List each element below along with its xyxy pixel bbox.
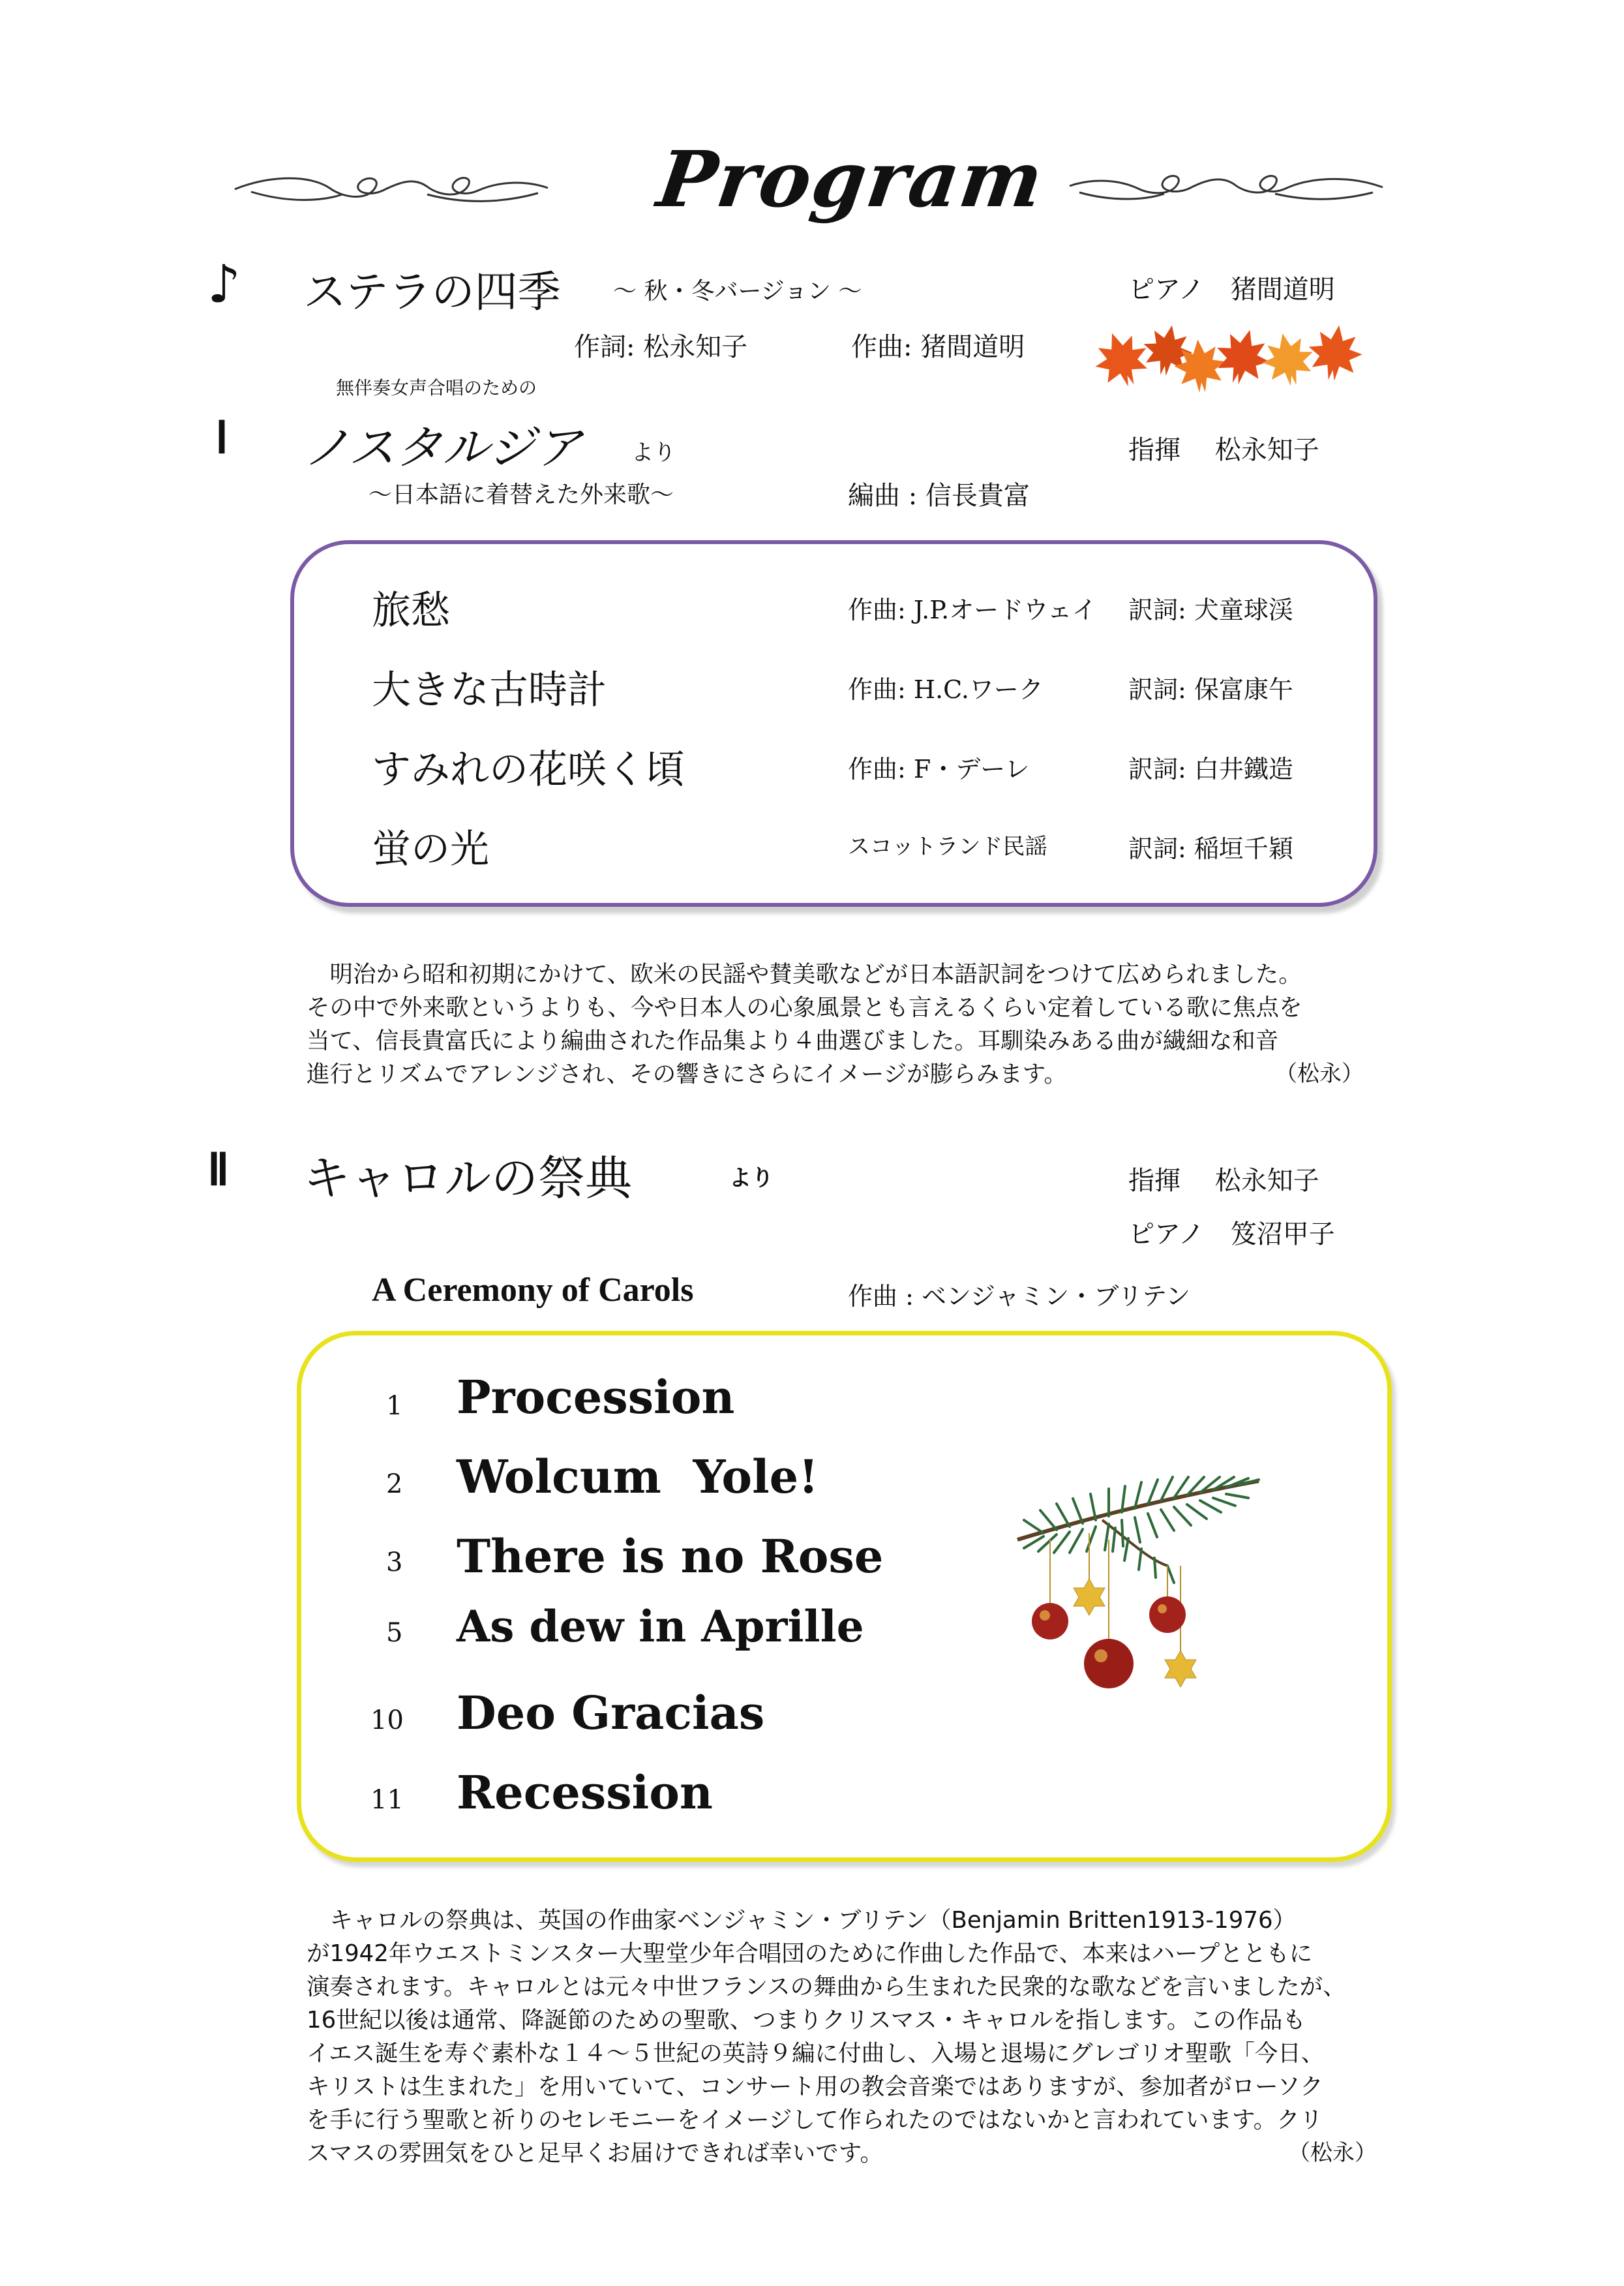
page-title: Program <box>652 134 1050 224</box>
maple-leaf-icon <box>1092 320 1366 398</box>
part1-yori: より <box>631 440 676 466</box>
carol-title: Recession <box>457 1765 713 1820</box>
note-line: キャロルの祭典は、英国の作曲家ベンジャミン・ブリテン（Benjamin Britten1913-1976） <box>307 1907 1297 1934</box>
note-line: イエス誕生を寿ぐ素朴な１４～５世紀の英詩９編に付曲し、入場と退場にグレゴリオ聖歌「今日、 <box>307 2040 1325 2067</box>
note-line: を手に行う聖歌と祈りのセレモニーをイメージして作られたのではないかと言われています。クリ <box>307 2107 1323 2133</box>
note-line: キリストは生まれた」を用いていて、コンサート用の教会音楽ではありますが、参加者がローソク <box>307 2073 1323 2100</box>
part1-conductor: 指揮 松永知子 <box>1128 435 1319 465</box>
note-line: その中で外来歌というよりも、今や日本人の心象風景とも言えるくらい定着している歌に焦点を <box>307 994 1302 1021</box>
song-composer: 作曲: H.C.ワーク <box>848 675 1044 704</box>
carol-number: 5 <box>386 1618 403 1648</box>
note-line: 16世紀以後は通常、降誕節のための聖歌、つまりクリスマス・キャロルを指します。この作品も <box>307 2007 1306 2034</box>
pine-branch-icon <box>1004 1468 1265 1716</box>
opening-piano: ピアノ 猪間道明 <box>1128 275 1335 305</box>
song-composer: 作曲: J.P.オードウェイ <box>848 596 1097 624</box>
song-composer: スコットランド民謡 <box>848 834 1047 860</box>
carol-number: 1 <box>386 1391 403 1421</box>
carol-title: Wolcum Yole! <box>457 1450 819 1504</box>
part1-title: ノスタルジア <box>303 420 582 475</box>
part1-numeral: Ⅰ <box>215 413 229 463</box>
song-lyricist: 訳詞: 保富康午 <box>1128 675 1293 704</box>
carol-title: There is no Rose <box>457 1529 884 1583</box>
carol-title: As dew in Aprille <box>457 1601 864 1652</box>
note-author: （松永） <box>1288 2140 1377 2166</box>
note-line: 進行とリズムでアレンジされ、その響きにさらにイメージが膨らみます。 <box>307 1061 1067 1088</box>
song-title: 旅愁 <box>372 588 450 633</box>
part2-composer: 作曲 : ベンジャミン・ブリテン <box>848 1282 1191 1311</box>
song-title: 蛍の光 <box>372 827 489 872</box>
part2-title: キャロルの祭典 <box>303 1151 633 1206</box>
part2-english-title: A Ceremony of Carols <box>372 1272 694 1309</box>
song-composer: 作曲: F・デーレ <box>848 755 1030 784</box>
carol-number: 11 <box>370 1785 404 1815</box>
note-author: （松永） <box>1275 1061 1364 1087</box>
carol-number: 10 <box>370 1705 404 1735</box>
note-line: 明治から昭和初期にかけて、欧米の民謡や賛美歌などが日本語訳詞をつけて広められました。 <box>307 961 1302 988</box>
right-flourish-icon <box>1066 166 1386 206</box>
carol-title: Procession <box>457 1370 735 1424</box>
part2-conductor: 指揮 松永知子 <box>1128 1166 1319 1196</box>
song-lyricist: 訳詞: 稲垣千穎 <box>1128 834 1293 863</box>
part2-yori: より <box>729 1165 774 1191</box>
song-title: 大きな古時計 <box>372 667 607 713</box>
part2-piano: ピアノ 笈沼甲子 <box>1128 1219 1335 1249</box>
left-flourish-icon <box>232 168 551 207</box>
opening-subtitle: ～ 秋・冬バージョン ～ <box>613 278 862 305</box>
song-lyricist: 訳詞: 犬童球渓 <box>1128 596 1293 624</box>
opening-title: ステラの四季 <box>303 267 561 317</box>
part2-numeral: Ⅱ <box>207 1145 230 1195</box>
carol-number: 2 <box>386 1469 403 1499</box>
note-line: 演奏されます。キャロルとは元々中世フランスの舞曲から生まれた民衆的な歌などを言いましたが、 <box>307 1974 1346 2000</box>
carol-title: Deo Gracias <box>457 1686 765 1740</box>
song-lyricist: 訳詞: 白井鐵造 <box>1128 755 1293 784</box>
opening-music: 作曲: 猪間道明 <box>851 332 1025 362</box>
song-title: すみれの花咲く頃 <box>372 747 685 793</box>
note-line: 当て、信長貴富氏により編曲された作品集より４曲選びました。耳馴染みある曲が繊細な和音 <box>307 1028 1279 1054</box>
note-line: が1942年ウエストミンスター大聖堂少年合唱団のために作曲した作品で、本来はハープとともに <box>307 1940 1313 1967</box>
note-line: スマスの雰囲気をひと足早くお届けできれば幸いです。 <box>307 2140 883 2167</box>
music-note-icon: ♪ <box>207 253 241 314</box>
opening-lyrics: 作詞: 松永知子 <box>574 332 748 362</box>
part1-arranger: 編曲 : 信長貴富 <box>848 481 1030 511</box>
part1-subtitle: ～日本語に着替えた外来歌～ <box>368 481 674 508</box>
carol-number: 3 <box>386 1547 403 1577</box>
part1-caption: 無伴奏女声合唱のための <box>336 377 537 399</box>
